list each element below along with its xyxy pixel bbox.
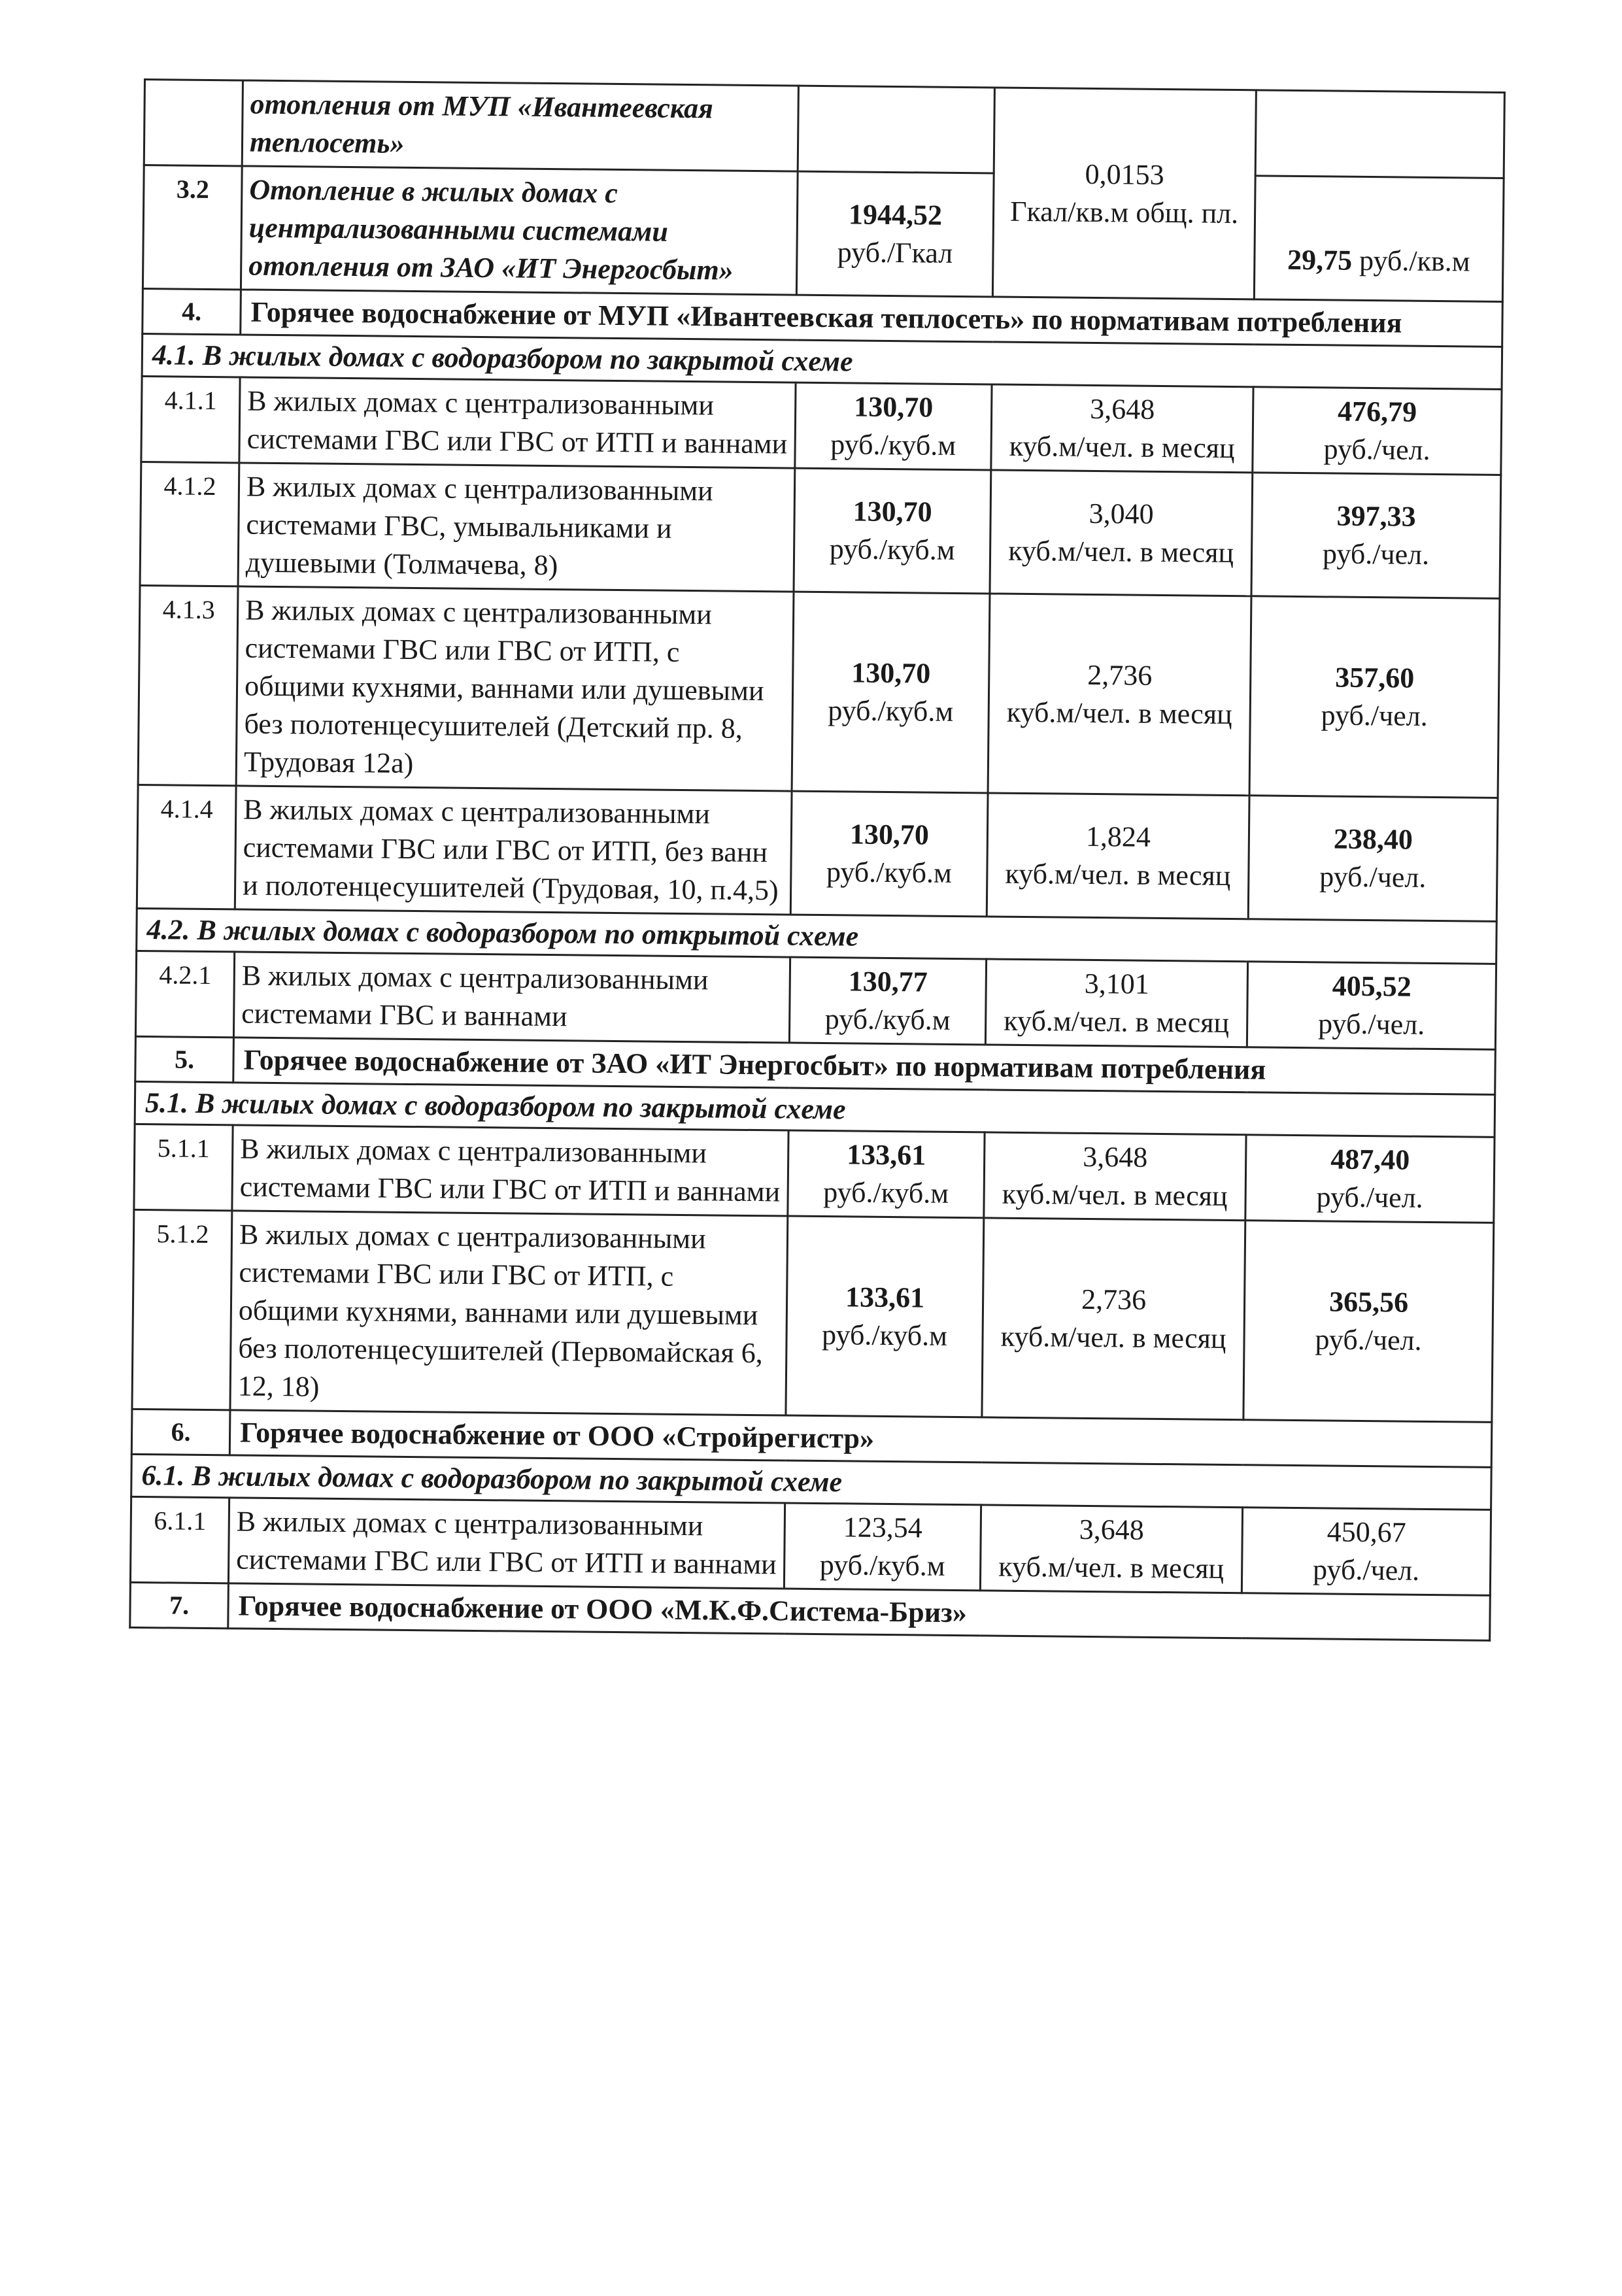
subsection-title: 6.1. В жилых домах с водоразбором по закрытой схеме [131, 1454, 1492, 1510]
norm-cell [982, 1218, 1245, 1420]
norm-value: 0,0153 [1085, 158, 1164, 191]
section-title: Горячее водоснабжение от ООО «М.К.Ф.Система-Бриз» [228, 1583, 1491, 1641]
payment-value: 238,40 [1333, 822, 1413, 856]
tariff-value: 133,61 [847, 1138, 926, 1172]
tariff-unit: руб./куб.м [829, 533, 955, 566]
row-name: В жилых домах с централизованными системами ГВС или ГВС от ИТП и ваннами [228, 1498, 785, 1589]
payment-unit: руб./чел. [1322, 537, 1430, 571]
row-number: 4.2.1 [135, 951, 234, 1037]
payment-cell [1254, 176, 1504, 302]
tariff-unit: руб./куб.м [821, 1319, 948, 1352]
row-number: 4.1.3 [138, 585, 238, 785]
norm-unit: куб.м/чел. в месяц [1007, 534, 1234, 569]
section-number: 6. [131, 1409, 230, 1455]
row-number: 5.1.2 [132, 1209, 232, 1410]
section-title: Горячее водоснабжение от ООО «Стройрегистр» [229, 1410, 1492, 1468]
tariff-value: 130,70 [851, 656, 931, 690]
norm-unit: куб.м/чел. в месяц [998, 1550, 1225, 1585]
table-row [132, 1209, 1494, 1422]
tariff-value: 130,77 [848, 965, 928, 998]
subsection-title: 5.1. В жилых домах с водоразбором по закрытой схеме [135, 1081, 1495, 1137]
payment-unit: руб./чел. [1316, 1181, 1423, 1214]
table-row [138, 585, 1500, 798]
section-title: Горячее водоснабжение от ЗАО «ИТ Энергосбыт» по нормативам потребления [233, 1038, 1496, 1095]
tariff-value: 130,70 [849, 818, 930, 851]
row-name: В жилых домах с централизованными системами ГВС и ваннами [233, 952, 790, 1043]
table-row [135, 951, 1496, 1049]
tariff-value: 133,61 [845, 1281, 925, 1314]
payment-cell [1245, 1135, 1495, 1223]
tariff-value: 130,70 [853, 495, 932, 528]
payment-value: 476,79 [1337, 395, 1417, 428]
table-row [144, 80, 1504, 178]
payment-unit: руб./чел. [1315, 1323, 1422, 1357]
payment-value: 405,52 [1332, 970, 1411, 1003]
tariff-cell [789, 957, 986, 1045]
norm-cell [985, 959, 1247, 1047]
subsection-title: 4.1. В жилых домах с водоразбором по закрытой схеме [142, 333, 1502, 389]
norm-cell [984, 1132, 1246, 1221]
tariff-cell [794, 468, 991, 594]
norm-cell [992, 88, 1256, 299]
row-number: 4.1.4 [137, 785, 236, 909]
row-name: В жилых домах с централизованными системами ГВС или ГВС от ИТП, с общими кухнями, ваннами или душевыми без полотенцесушителей (Первомайская 6, 12, 18) [230, 1211, 788, 1415]
row-number [144, 80, 243, 166]
section-number: 5. [135, 1036, 234, 1082]
row-number: 5.1.1 [134, 1124, 233, 1210]
tariff-cell [786, 1216, 984, 1417]
payment-cell [1243, 1221, 1494, 1423]
tariff-unit: руб./куб.м [824, 1003, 951, 1036]
row-name: В жилых домах с централизованными системами ГВС или ГВС от ИТП и ваннами [239, 377, 796, 468]
row-number: 6.1.1 [130, 1496, 229, 1583]
row-name: В жилых домах с централизованными системами ГВС или ГВС от ИТП, с общими кухнями, ваннами или душевыми без полотенцесушителей (Детский пр. 8, Трудовая 12а) [236, 586, 794, 791]
norm-unit: куб.м/чел. в месяц [1005, 857, 1231, 892]
tariff-unit: руб./куб.м [823, 1176, 949, 1209]
payment-cell [1255, 90, 1504, 178]
section-number: 7. [130, 1582, 229, 1628]
norm-value: 3,648 [1089, 392, 1155, 426]
tariff-cell [795, 382, 992, 470]
row-name: В жилых домах с централизованными системами ГВС, умывальниками и душевыми (Толмачева, 8) [238, 463, 795, 592]
tariff-unit: руб./куб.м [819, 1549, 945, 1582]
row-name: В жилых домах с централизованными системами ГВС или ГВС от ИТП, без ванн и полотенцесушителей (Трудовая, 10, п.4,5) [235, 786, 792, 915]
payment-value: 450,67 [1326, 1515, 1406, 1549]
row-name: В жилых домах с централизованными системами ГВС или ГВС от ИТП и ваннами [232, 1125, 788, 1216]
norm-value: 3,648 [1079, 1513, 1144, 1546]
subsection-title: 4.2. В жилых домах с водоразбором по открытой схеме [137, 908, 1497, 964]
table-row [141, 376, 1502, 475]
norm-unit: куб.м/чел. в месяц [1009, 430, 1235, 465]
row-name: Отопление в жилых домах с централизованными системами отопления от ЗАО «ИТ Энергосбыт» [241, 166, 798, 295]
tariff-cell [796, 171, 994, 297]
row-number: 3.2 [143, 165, 242, 290]
norm-cell [987, 793, 1249, 919]
row-name: отопления от МУП «Ивантеевская теплосеть» [242, 80, 798, 171]
payment-unit: руб./чел. [1312, 1553, 1420, 1587]
payment-unit: руб./чел. [1319, 860, 1427, 894]
tariff-value: 130,70 [853, 390, 934, 424]
table-row [140, 462, 1501, 598]
payment-value: 487,40 [1330, 1143, 1410, 1176]
norm-unit: Гкал/кв.м общ. пл. [1009, 195, 1239, 229]
document-page [129, 78, 1504, 1642]
section-number: 4. [143, 288, 241, 334]
norm-unit: куб.м/чел. в месяц [1006, 696, 1232, 731]
payment-unit: руб./чел. [1323, 433, 1430, 466]
tariff-value: 123,54 [843, 1511, 923, 1544]
norm-value: 2,736 [1087, 658, 1153, 692]
norm-value: 3,648 [1082, 1140, 1148, 1173]
row-number: 4.1.1 [141, 376, 240, 462]
tariff-unit: руб./Гкал [837, 236, 953, 269]
tariff-value: 1944,52 [848, 198, 943, 231]
norm-value: 2,736 [1081, 1283, 1147, 1316]
norm-value: 3,101 [1084, 967, 1150, 1000]
payment-value: 29,75 [1287, 243, 1353, 277]
norm-unit: куб.м/чел. в месяц [1004, 1004, 1230, 1039]
payment-value: 357,60 [1335, 661, 1415, 694]
tariff-cell [798, 86, 994, 173]
table-row [134, 1124, 1495, 1223]
tariff-cell [790, 791, 988, 917]
table-row [143, 165, 1504, 302]
payment-cell [1247, 962, 1496, 1050]
payment-cell [1242, 1508, 1491, 1596]
norm-cell [988, 594, 1251, 796]
tariff-table [129, 78, 1506, 1642]
norm-unit: куб.м/чел. в месяц [1000, 1320, 1226, 1355]
payment-unit: руб./чел. [1317, 1007, 1425, 1041]
table-row [130, 1496, 1491, 1595]
payment-unit: руб./кв.м [1359, 244, 1470, 278]
payment-cell [1249, 596, 1500, 798]
tariff-cell [784, 1503, 981, 1591]
norm-unit: куб.м/чел. в месяц [1002, 1177, 1228, 1212]
norm-cell [991, 384, 1253, 473]
row-number: 4.1.2 [140, 462, 239, 586]
payment-value: 397,33 [1336, 499, 1416, 533]
tariff-unit: руб./куб.м [830, 428, 956, 462]
payment-cell [1248, 796, 1498, 922]
tariff-unit: руб./куб.м [828, 694, 954, 728]
tariff-unit: руб./куб.м [826, 856, 953, 889]
tariff-cell [788, 1130, 985, 1218]
norm-value: 1,824 [1085, 820, 1151, 853]
norm-cell [990, 470, 1253, 596]
payment-value: 365,56 [1328, 1285, 1409, 1319]
payment-cell [1253, 387, 1502, 475]
norm-value: 3,040 [1089, 497, 1154, 530]
tariff-cell [792, 592, 990, 793]
payment-cell [1251, 473, 1501, 599]
norm-cell [980, 1505, 1242, 1593]
table-row [137, 785, 1498, 921]
section-title: Горячее водоснабжение от МУП «Ивантеевская теплосеть» по нормативам потребления [241, 290, 1503, 347]
payment-unit: руб./чел. [1321, 699, 1428, 732]
